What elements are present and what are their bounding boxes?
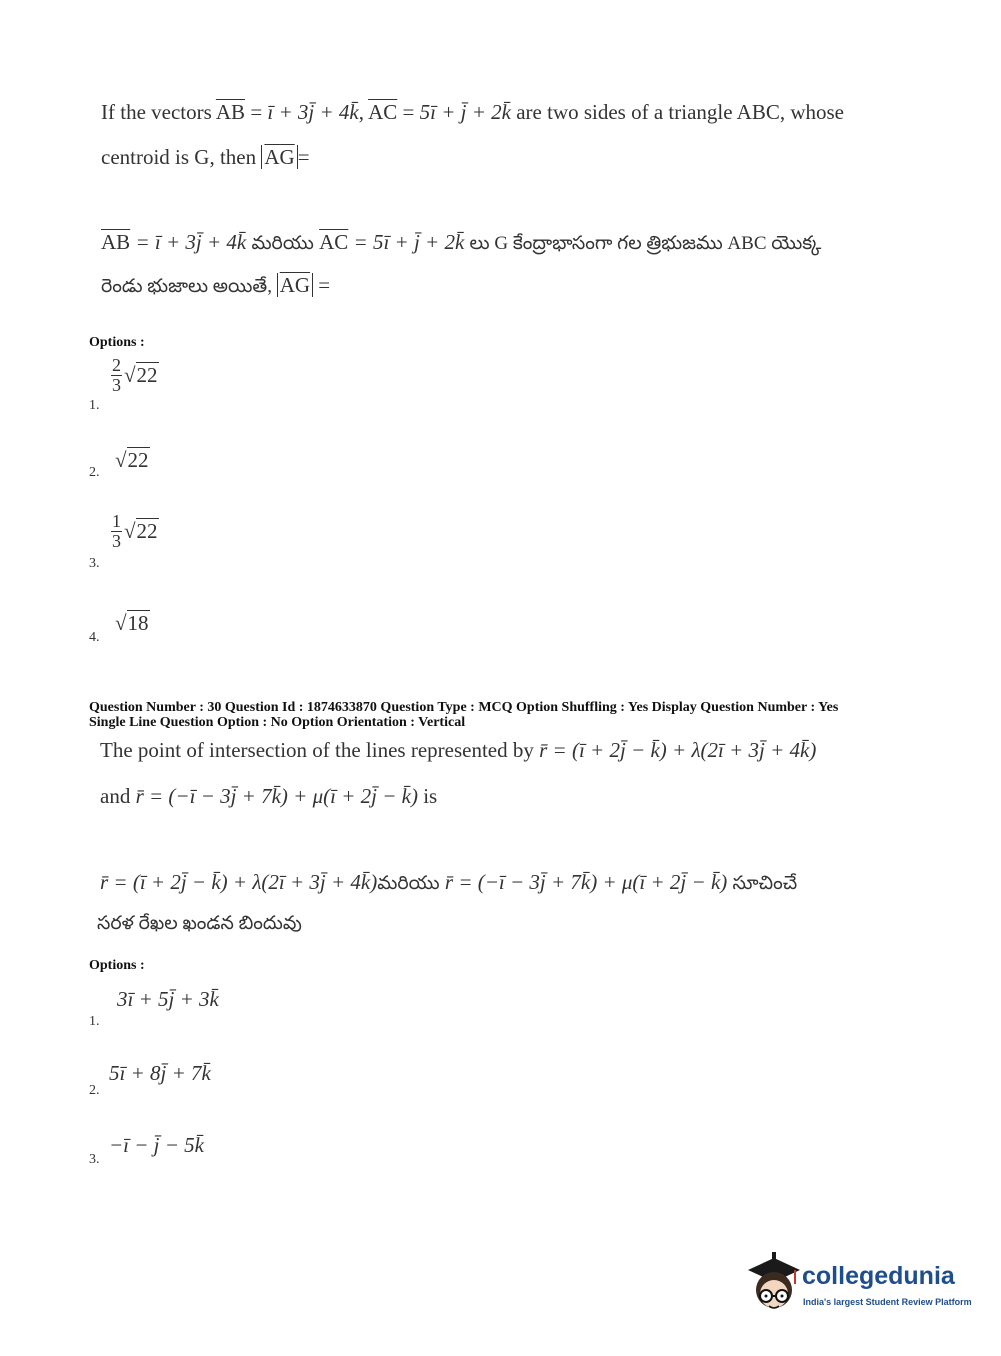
option-number: 3. <box>89 556 100 571</box>
q30-option-3[interactable]: −ī − j̄ − 5k̄ <box>109 1133 205 1157</box>
option-number: 1. <box>89 1014 100 1029</box>
question-meta-line1: Question Number : 30 Question Id : 1874633870 Question Type : MCQ Option Shuffling : Yes Display Question Number : Yes <box>89 700 839 715</box>
q30-option-1[interactable]: 3ī + 5j̄ + 3k̄ <box>117 987 219 1011</box>
option-number: 2. <box>89 1083 100 1098</box>
q29-english-line1: If the vectors $\overline{AB}$ = ī + 3j̄ + 4k̄, $\overline{AC}$ = 5ī + j̄ + 2k̄ are two sides of a triangle ABC, whose <box>101 100 844 124</box>
q29-option-3[interactable]: $\frac{1}{3}$ √22 <box>112 511 158 551</box>
brand-name: collegedunia <box>802 1262 955 1290</box>
option-number: 2. <box>89 465 100 480</box>
q30-english-line2: and r̄ = (−ī − 3j̄ + 7k̄) + μ(ī + 2j̄ − k̄) is <box>100 784 438 808</box>
option-number: 3. <box>89 1152 100 1167</box>
q30-telugu-line1: r̄ = (ī + 2j̄ − k̄) + λ(2ī + 3j̄ + 4k̄)మరియు r̄ = (−ī − 3j̄ + 7k̄) + μ(ī + 2j̄ − k̄) సూచించే <box>100 870 798 894</box>
ab-expression: ī + 3j̄ + 4k̄ <box>267 100 359 124</box>
option-number: 1. <box>89 398 100 413</box>
ac-expression: 5ī + j̄ + 2k̄ <box>419 100 511 124</box>
vector-ab: $\overline{AB}$ <box>215 100 246 124</box>
q30-telugu-line2: సరళ రేఖల ఖండన బిందువు <box>97 913 302 934</box>
option-number: 4. <box>89 630 100 645</box>
vector-ac: $\overline{AC}$ <box>368 100 398 124</box>
q29-option-4[interactable]: √18 <box>115 610 149 635</box>
q29-english-line2: centroid is G, then $\overline{AG}$ = <box>101 145 310 169</box>
q29-option-1[interactable]: $\frac{2}{3}$ √22 <box>112 355 158 395</box>
line1-equation: r̄ = (ī + 2j̄ − k̄) + λ(2ī + 3j̄ + 4k̄) <box>539 738 817 762</box>
q29-telugu-line1: $\overline{AB}$ = ī + 3j̄ + 4k̄ మరియు $\overline{AC}$ = 5ī + j̄ + 2k̄ లు G కేంద్రాభాసంగా గల త్రిభుజము ABC యొక్క <box>101 230 822 254</box>
q30-english-line1: The point of intersection of the lines represented by r̄ = (ī + 2j̄ − k̄) + λ(2ī + 3j̄ + 4k̄) <box>100 738 817 762</box>
options-heading: Options : <box>89 335 145 350</box>
q29-telugu-line2: రెండు భుజాలు అయితే, $\overline{AG}$ = <box>101 273 331 297</box>
line2-equation: r̄ = (−ī − 3j̄ + 7k̄) + μ(ī + 2j̄ − k̄) <box>135 784 418 808</box>
question-meta-line2: Single Line Question Option : No Option Orientation : Vertical <box>89 715 466 730</box>
q29-option-2[interactable]: √22 <box>115 447 149 472</box>
q30-option-2[interactable]: 5ī + 8j̄ + 7k̄ <box>109 1061 211 1085</box>
options-heading: Options : <box>89 958 145 973</box>
brand-tagline: India's largest Student Review Platform <box>803 1297 972 1307</box>
magnitude-ag: $\overline{AG}$ <box>261 145 297 169</box>
